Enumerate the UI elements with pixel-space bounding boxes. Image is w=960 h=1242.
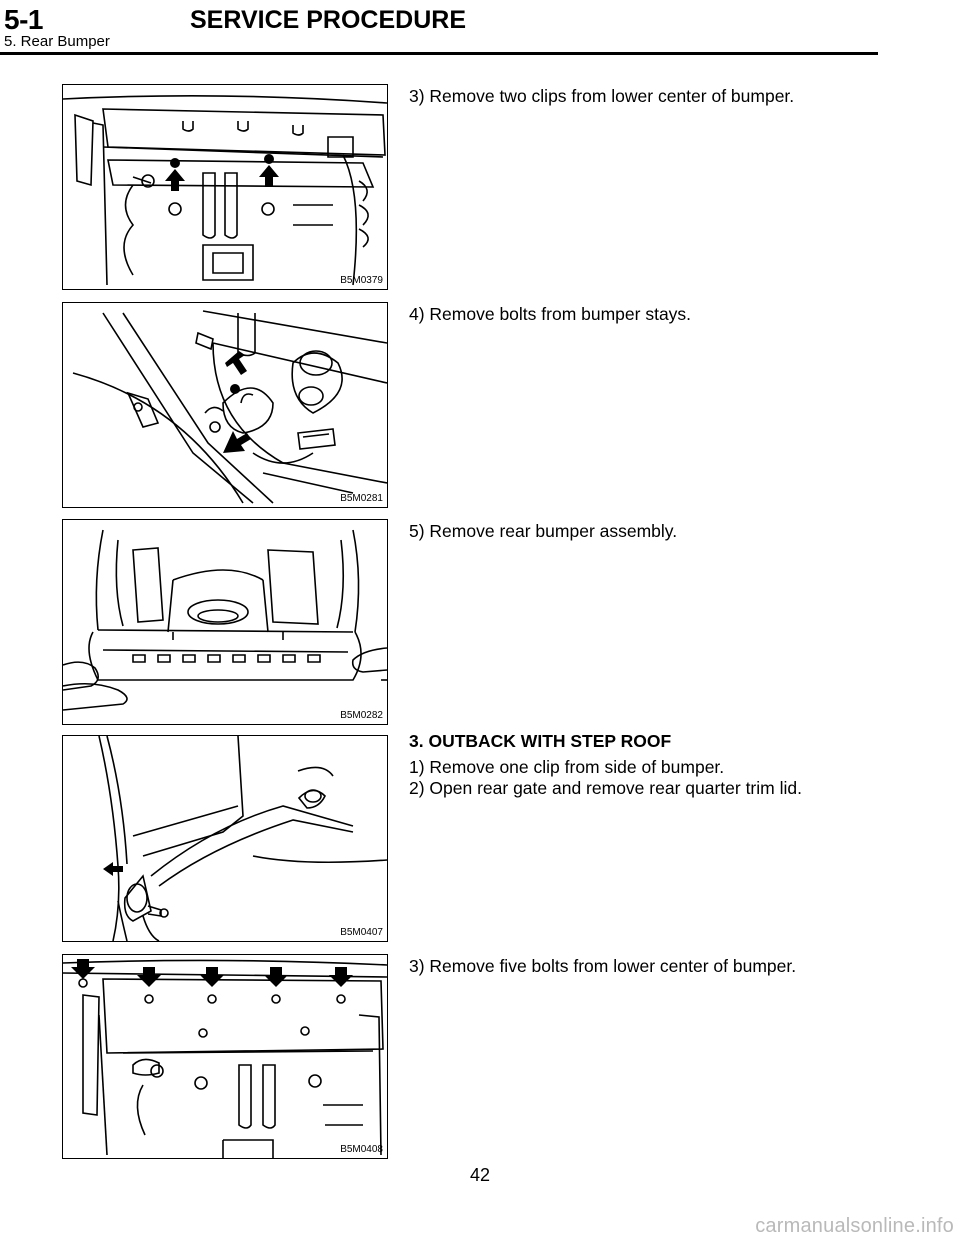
figure-id: B5M0379 [340, 275, 383, 286]
bumper-stays-illustration [63, 303, 387, 507]
figure-bumper-stays [62, 302, 388, 508]
page-number: 42 [469, 1165, 491, 1185]
page-subtitle: 5. Rear Bumper [4, 33, 110, 50]
step-text: 3) Remove two clips from lower center of bumper. [409, 86, 795, 106]
footer-watermark-link[interactable]: carmanualsonline.info [755, 1215, 954, 1237]
step-text: 1) Remove one clip from side of bumper. [409, 757, 725, 777]
bumper-assembly-illustration [63, 520, 387, 724]
figure-bumper-clips [62, 84, 388, 290]
five-bolts-illustration [63, 955, 387, 1158]
figure-five-bolts [62, 954, 388, 1159]
section-heading: 3. OUTBACK WITH STEP ROOF [409, 731, 672, 751]
step-text: 2) Open rear gate and remove rear quarter trim lid. [409, 778, 802, 798]
side-clip-illustration [63, 736, 387, 941]
step-text: 3) Remove five bolts from lower center of bumper. [409, 956, 797, 976]
figure-id: B5M0408 [340, 1144, 383, 1155]
page-title: SERVICE PROCEDURE [190, 6, 466, 34]
figure-id: B5M0281 [340, 493, 383, 504]
section-code: 5-1 [4, 4, 43, 35]
figure-id: B5M0282 [340, 710, 383, 721]
header-rule [0, 52, 878, 55]
step-text: 5) Remove rear bumper assembly. [409, 521, 678, 541]
figure-id: B5M0407 [340, 927, 383, 938]
step-text: 4) Remove bolts from bumper stays. [409, 304, 692, 324]
figure-bumper-assembly [62, 519, 388, 725]
figure-side-clip [62, 735, 388, 942]
bumper-clips-illustration [63, 85, 387, 289]
